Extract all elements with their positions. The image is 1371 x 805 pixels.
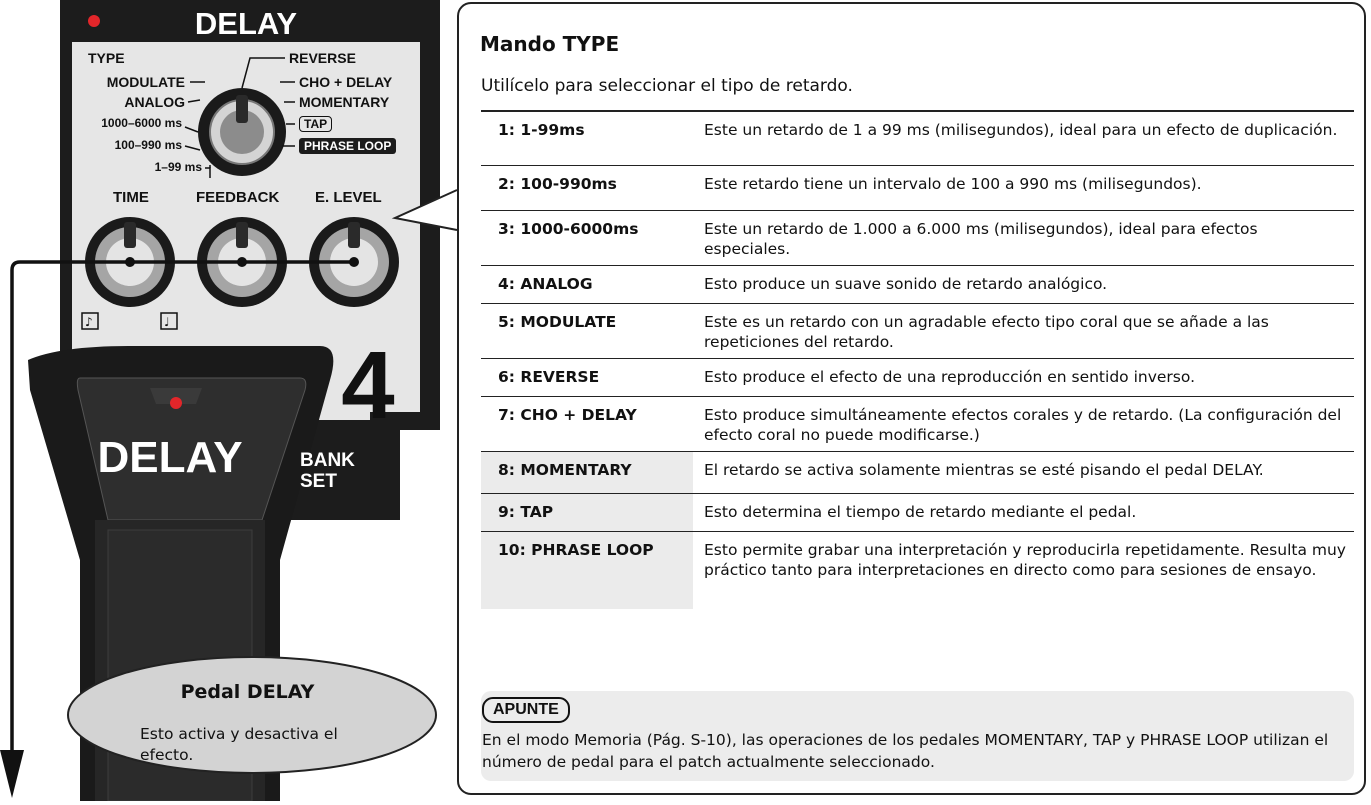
- type-description: Esto permite grabar una interpretación y reproducirla repetidamente. Resulta muy práctico tanto para interpretaciones en directo como para sesiones de ensayo.: [704, 541, 1346, 579]
- type-pos-1000-6000: 1000–6000 ms: [101, 116, 182, 130]
- feedback-knob-label: FEEDBACK: [196, 189, 280, 206]
- type-description: El retardo se activa solamente mientras se esté pisando el pedal DELAY.: [704, 461, 1264, 479]
- panel-title: DELAY: [194, 6, 298, 41]
- bank-number: 4: [341, 332, 395, 439]
- callout-title: Pedal DELAY: [180, 681, 315, 703]
- table-row: [481, 165, 1354, 210]
- type-description: Este un retardo de 1.000 a 6.000 ms (milisegundos), ideal para efectos especiales.: [704, 220, 1258, 258]
- type-pos-tap: TAP: [299, 116, 332, 132]
- table-row: [481, 531, 1354, 609]
- type-description: Esto determina el tiempo de retardo mediante el pedal.: [704, 503, 1137, 521]
- table-row: [481, 493, 1354, 531]
- pedal-label: DELAY: [97, 433, 243, 482]
- table-row: [481, 210, 1354, 265]
- type-key: 10: PHRASE LOOP: [481, 532, 693, 609]
- type-key: 8: MOMENTARY: [481, 452, 693, 493]
- type-pos-reverse: REVERSE: [289, 50, 356, 66]
- delay-type-table: [481, 110, 1354, 609]
- svg-text:♩: ♩: [164, 315, 170, 329]
- type-description: Este retardo tiene un intervalo de 100 a 990 ms (milisegundos).: [704, 175, 1202, 193]
- type-pos-cho-delay: CHO + DELAY: [299, 74, 393, 90]
- type-pos-momentary: MOMENTARY: [299, 94, 390, 110]
- type-description: Este un retardo de 1 a 99 ms (milisegundos), ideal para un efecto de duplicación.: [704, 121, 1338, 139]
- type-label: TYPE: [88, 50, 125, 66]
- table-row: [481, 358, 1354, 396]
- type-description: Este es un retardo con un agradable efecto tipo coral que se añade a las repeticiones del retardo.: [704, 313, 1269, 351]
- time-knob-label: TIME: [113, 189, 149, 206]
- note-text: En el modo Memoria (Pág. S-10), las operaciones de los pedales MOMENTARY, TAP y PHRASE LOOP utilizan el número de pedal para el patch actualmente seleccionado.: [482, 731, 1329, 771]
- table-row: [481, 303, 1354, 358]
- type-description: Esto produce simultáneamente efectos corales y de retardo. (La configuración del efecto coral no puede modificarse.): [704, 406, 1342, 444]
- type-pos-phrase-loop: PHRASE LOOP: [299, 138, 396, 154]
- type-key: 2: 100-990ms: [498, 175, 617, 193]
- type-key: 7: CHO + DELAY: [498, 406, 637, 424]
- type-key: 5: MODULATE: [498, 313, 617, 331]
- callout-text: Esto activa y desactiva el efecto.: [140, 725, 338, 764]
- type-key: 9: TAP: [481, 494, 693, 531]
- table-row: [481, 265, 1354, 303]
- type-description: Esto produce un suave sonido de retardo analógico.: [704, 275, 1108, 293]
- type-key: 4: ANALOG: [498, 275, 593, 293]
- type-pos-modulate: MODULATE: [106, 74, 185, 90]
- set-label: SET: [300, 471, 337, 492]
- type-pos-1-99: 1–99 ms: [154, 160, 202, 174]
- type-key: 1: 1-99ms: [498, 121, 585, 139]
- type-pos-100-990: 100–990 ms: [114, 138, 182, 152]
- table-row: [481, 110, 1354, 165]
- bank-label: BANK: [300, 450, 355, 471]
- info-description: Utilícelo para seleccionar el tipo de retardo.: [481, 76, 853, 96]
- power-led-icon: [88, 15, 100, 27]
- table-row: [481, 396, 1354, 451]
- note-badge: APUNTE: [482, 697, 570, 723]
- effect-level-knob-label: E. LEVEL: [315, 189, 382, 206]
- down-arrow-icon: [0, 750, 24, 798]
- type-key: 3: 1000-6000ms: [498, 220, 639, 238]
- type-key: 6: REVERSE: [498, 368, 600, 386]
- svg-text:♪: ♪: [85, 315, 93, 329]
- type-pos-analog: ANALOG: [124, 94, 185, 110]
- info-title: Mando TYPE: [480, 32, 620, 56]
- table-row: [481, 451, 1354, 493]
- type-description: Esto produce el efecto de una reproducción en sentido inverso.: [704, 368, 1195, 386]
